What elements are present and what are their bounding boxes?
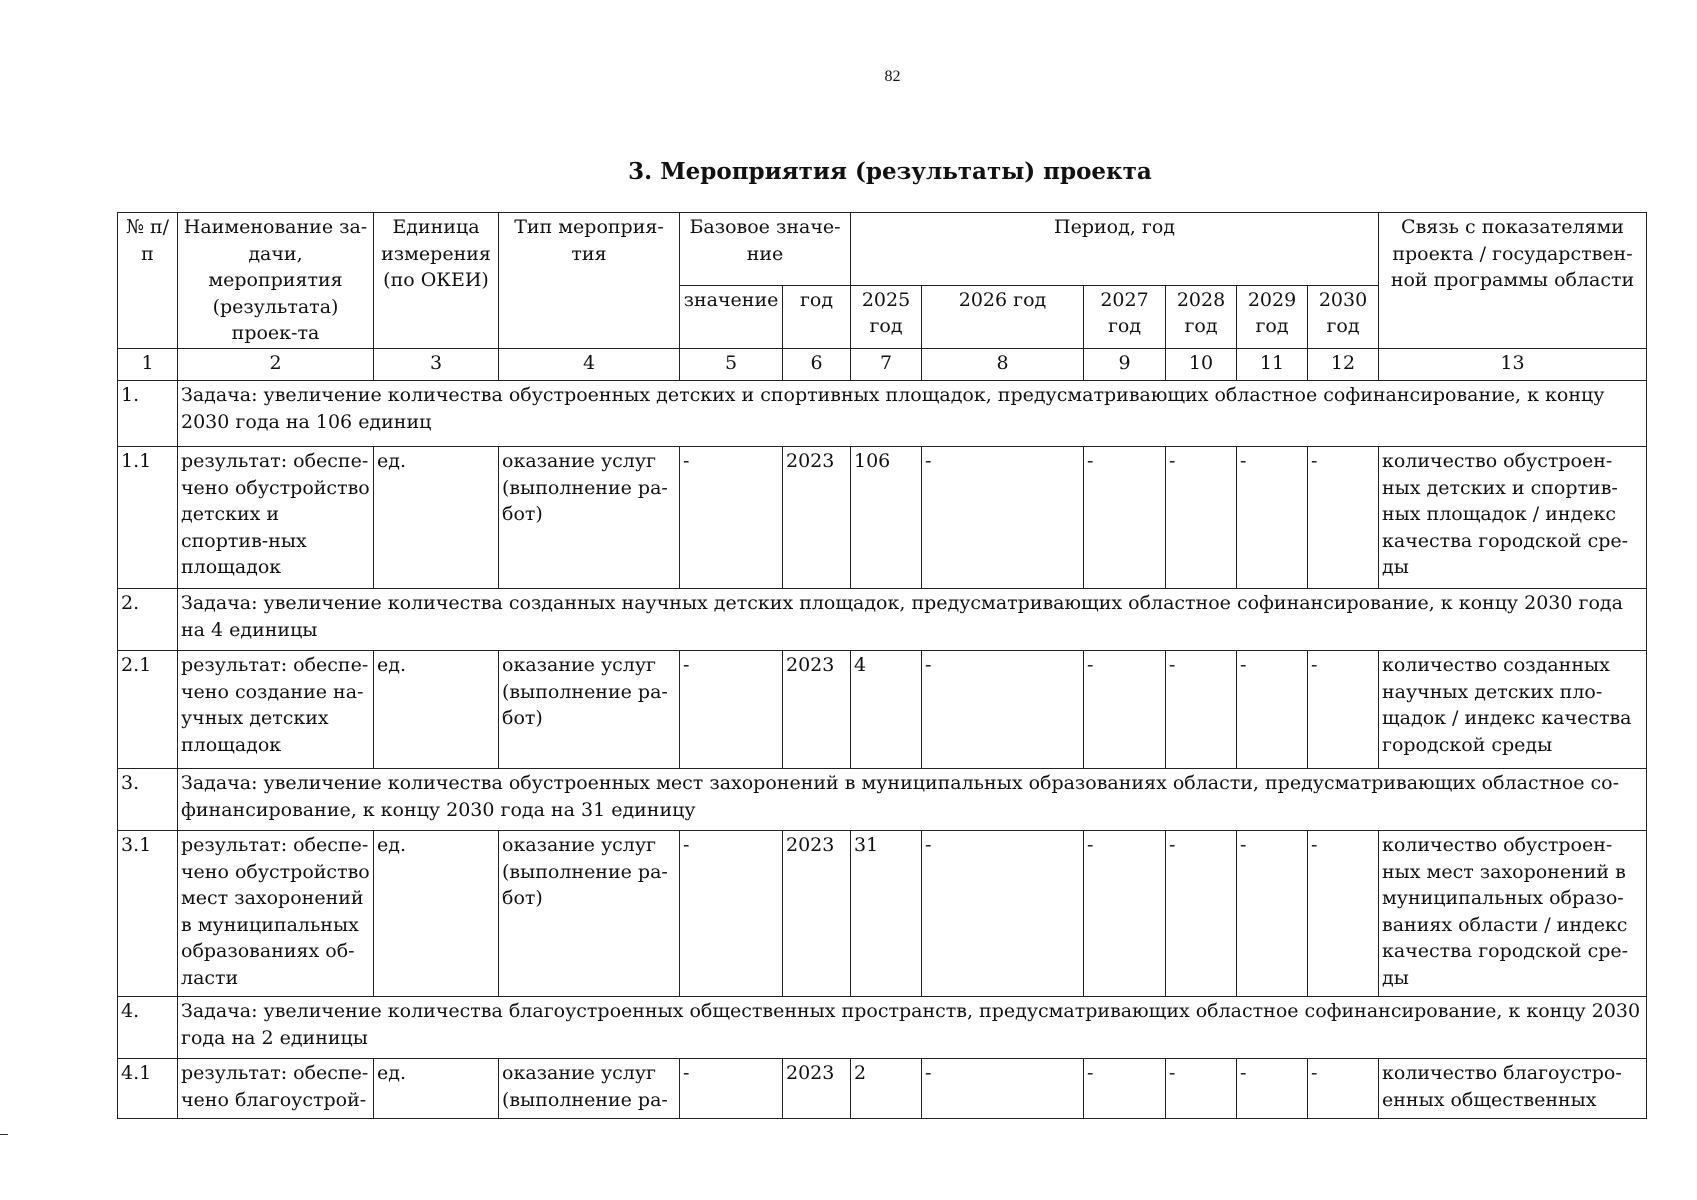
result-base-year: 2023	[783, 1058, 851, 1118]
subheader-2028: 2028 год	[1166, 285, 1237, 348]
result-row	[118, 446, 1647, 588]
subheader-value: значение	[680, 285, 783, 348]
column-number: 4	[499, 348, 680, 380]
result-link: количество обустроен-ных мест захоронений в муниципальных образо-ваниях области / индекс качества городской сре-ды	[1379, 830, 1647, 996]
result-2027: -	[1084, 830, 1166, 996]
result-link: количество созданных научных детских пло-щадок / индекс качества городской среды	[1379, 650, 1647, 768]
result-2029: -	[1237, 1058, 1308, 1118]
subheader-2029: 2029 год	[1237, 285, 1308, 348]
result-type: оказание услуг (выполнение ра-бот)	[499, 830, 680, 996]
task-number: 1.	[118, 380, 178, 446]
result-name: результат: обеспе-чено создание на-учных детских площадок	[178, 650, 374, 768]
column-number: 3	[374, 348, 499, 380]
column-number: 1	[118, 348, 178, 380]
header-no: № п/п	[118, 213, 178, 349]
task-text: Задача: увеличение количества обустроенных мест захоронений в муниципальных образованиях области, предусматривающих областное со-финансирование, к концу 2030 года на 31 единицу	[178, 768, 1647, 830]
column-number: 12	[1308, 348, 1379, 380]
task-number: 4.	[118, 996, 178, 1058]
result-2030: -	[1308, 1058, 1379, 1118]
result-base-year: 2023	[783, 446, 851, 588]
task-row	[118, 380, 1647, 446]
result-2028: -	[1166, 446, 1237, 588]
header-period: Период, год	[851, 213, 1379, 286]
result-unit: ед.	[374, 446, 499, 588]
task-text: Задача: увеличение количества созданных научных детских площадок, предусматривающих областное софинансирование, к концу 2030 года на 4 единицы	[178, 588, 1647, 650]
result-type: оказание услуг (выполнение ра-бот)	[499, 446, 680, 588]
task-row	[118, 588, 1647, 650]
header-unit: Единица измерения (по ОКЕИ)	[374, 213, 499, 349]
result-base-value: -	[680, 650, 783, 768]
result-2028: -	[1166, 1058, 1237, 1118]
result-2027: -	[1084, 1058, 1166, 1118]
subheader-2026: 2026 год	[922, 285, 1084, 348]
result-number: 2.1	[118, 650, 178, 768]
result-unit: ед.	[374, 1058, 499, 1118]
column-number: 7	[851, 348, 922, 380]
result-2025: 106	[851, 446, 922, 588]
task-number: 3.	[118, 768, 178, 830]
header-base: Базовое значе-ние	[680, 213, 851, 286]
result-2026: -	[922, 1058, 1084, 1118]
result-2028: -	[1166, 830, 1237, 996]
result-name: результат: обеспе-чено обустройство детских и спортив-ных площадок	[178, 446, 374, 588]
header-type: Тип мероприя-тия	[499, 213, 680, 349]
result-unit: ед.	[374, 830, 499, 996]
result-name: результат: обеспе-чено благоустрой-	[178, 1058, 374, 1118]
result-2028: -	[1166, 650, 1237, 768]
result-2030: -	[1308, 446, 1379, 588]
task-text: Задача: увеличение количества благоустроенных общественных пространств, предусматривающих областное софинансирование, к концу 2030 года на 2 единицы	[178, 996, 1647, 1058]
result-row	[118, 650, 1647, 768]
result-2027: -	[1084, 446, 1166, 588]
column-number: 13	[1379, 348, 1647, 380]
task-number: 2.	[118, 588, 178, 650]
subheader-year: год	[783, 285, 851, 348]
result-2026: -	[922, 650, 1084, 768]
column-number: 10	[1166, 348, 1237, 380]
result-number: 3.1	[118, 830, 178, 996]
result-2029: -	[1237, 650, 1308, 768]
header-link: Связь с показателями проекта / государствен-ной программы области	[1379, 213, 1647, 349]
result-2030: -	[1308, 830, 1379, 996]
header-row	[118, 213, 1647, 286]
activities-table	[117, 212, 1647, 1119]
header-name: Наименование за-дачи, мероприятия (результата) проек-та	[178, 213, 374, 349]
result-type: оказание услуг (выполнение ра-бот)	[499, 650, 680, 768]
result-base-value: -	[680, 446, 783, 588]
result-2026: -	[922, 446, 1084, 588]
task-row	[118, 768, 1647, 830]
column-number: 6	[783, 348, 851, 380]
result-2026: -	[922, 830, 1084, 996]
subheader-2025: 2025 год	[851, 285, 922, 348]
subheader-2027: 2027 год	[1084, 285, 1166, 348]
column-number: 11	[1237, 348, 1308, 380]
column-number: 2	[178, 348, 374, 380]
result-2025: 31	[851, 830, 922, 996]
result-base-value: -	[680, 1058, 783, 1118]
margin-mark	[0, 1134, 8, 1135]
result-link: количество обустроен-ных детских и спортив-ных площадок / индекс качества городской сре-ды	[1379, 446, 1647, 588]
result-base-year: 2023	[783, 650, 851, 768]
result-type: оказание услуг (выполнение ра-	[499, 1058, 680, 1118]
subheader-2030: 2030 год	[1308, 285, 1379, 348]
document-title: 3. Мероприятия (результаты) проекта	[628, 158, 1152, 185]
result-number: 4.1	[118, 1058, 178, 1118]
result-2030: -	[1308, 650, 1379, 768]
result-2027: -	[1084, 650, 1166, 768]
result-number: 1.1	[118, 446, 178, 588]
result-2029: -	[1237, 446, 1308, 588]
result-base-year: 2023	[783, 830, 851, 996]
result-2029: -	[1237, 830, 1308, 996]
column-number-row	[118, 348, 1647, 380]
column-number: 9	[1084, 348, 1166, 380]
column-number: 8	[922, 348, 1084, 380]
result-name: результат: обеспе-чено обустройство мест захоронений в муниципальных образованиях об-ласти	[178, 830, 374, 996]
result-row	[118, 830, 1647, 996]
column-number: 5	[680, 348, 783, 380]
page-number: 82	[884, 68, 901, 85]
result-base-value: -	[680, 830, 783, 996]
result-row	[118, 1058, 1647, 1118]
result-link: количество благоустро-енных общественных	[1379, 1058, 1647, 1118]
result-2025: 4	[851, 650, 922, 768]
result-2025: 2	[851, 1058, 922, 1118]
task-row	[118, 996, 1647, 1058]
result-unit: ед.	[374, 650, 499, 768]
task-text: Задача: увеличение количества обустроенных детских и спортивных площадок, предусматривающих областное софинансирование, к концу 2030 года на 106 единиц	[178, 380, 1647, 446]
